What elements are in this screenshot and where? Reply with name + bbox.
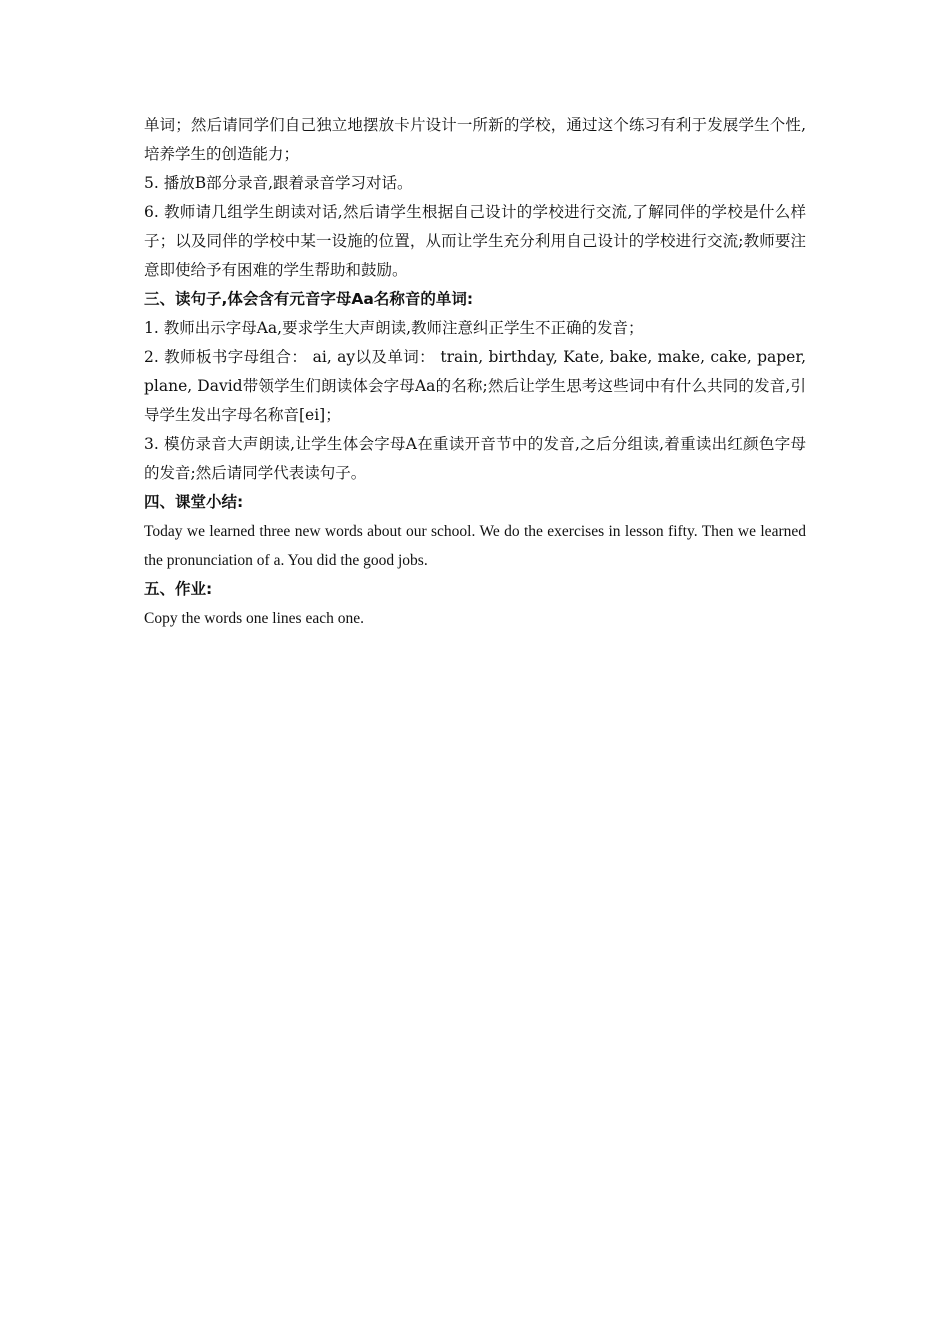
homework-text: Copy the words one lines each one.	[144, 610, 364, 627]
summary-text: Today we learned three new words about our school. We do the exercises in lesson fifty. Then we learned the pronunciation of a. You did the good jobs.	[144, 523, 806, 569]
section-3-step-1: 1. 教师出示字母Aa,要求学生大声朗读,教师注意纠正学生不正确的发音；	[144, 319, 644, 337]
section-3-step-3: 3. 模仿录音大声朗读,让学生体会字母A在重读开音节中的发音,之后分组读,着重读出红颜色字母的发音;然后请同学代表读句子。	[144, 435, 806, 482]
step-6: 6. 教师请几组学生朗读对话,然后请学生根据自己设计的学校进行交流,了解同伴的学校是什么样子；以及同伴的学校中某一设施的位置，从而让学生充分利用自己设计的学校进行交流;教师要注意即使给予有困难的学生帮助和鼓励。	[144, 203, 806, 279]
section-4-heading: 四、课堂小结:	[144, 493, 244, 511]
step-5: 5. 播放B部分录音,跟着录音学习对话。	[144, 174, 413, 192]
section-3-step-2: 2. 教师板书字母组合： ai, ay以及单词： train, birthday, Kate, bake, make, cake, paper, plane, David带领学生们朗读体会字母Aa的名称;然后让学生思考这些词中有什么共同的发音,引导学生发出字母名称音[ei]；	[144, 348, 806, 424]
section-3-heading: 三、读句子,体会含有元音字母Aa名称音的单词:	[144, 290, 474, 308]
section-5-heading: 五、作业:	[144, 580, 213, 598]
paragraph-intro: 单词；然后请同学们自己独立地摆放卡片设计一所新的学校，通过这个练习有利于发展学生个性,培养学生的创造能力；	[144, 116, 806, 163]
document-body	[144, 111, 806, 633]
